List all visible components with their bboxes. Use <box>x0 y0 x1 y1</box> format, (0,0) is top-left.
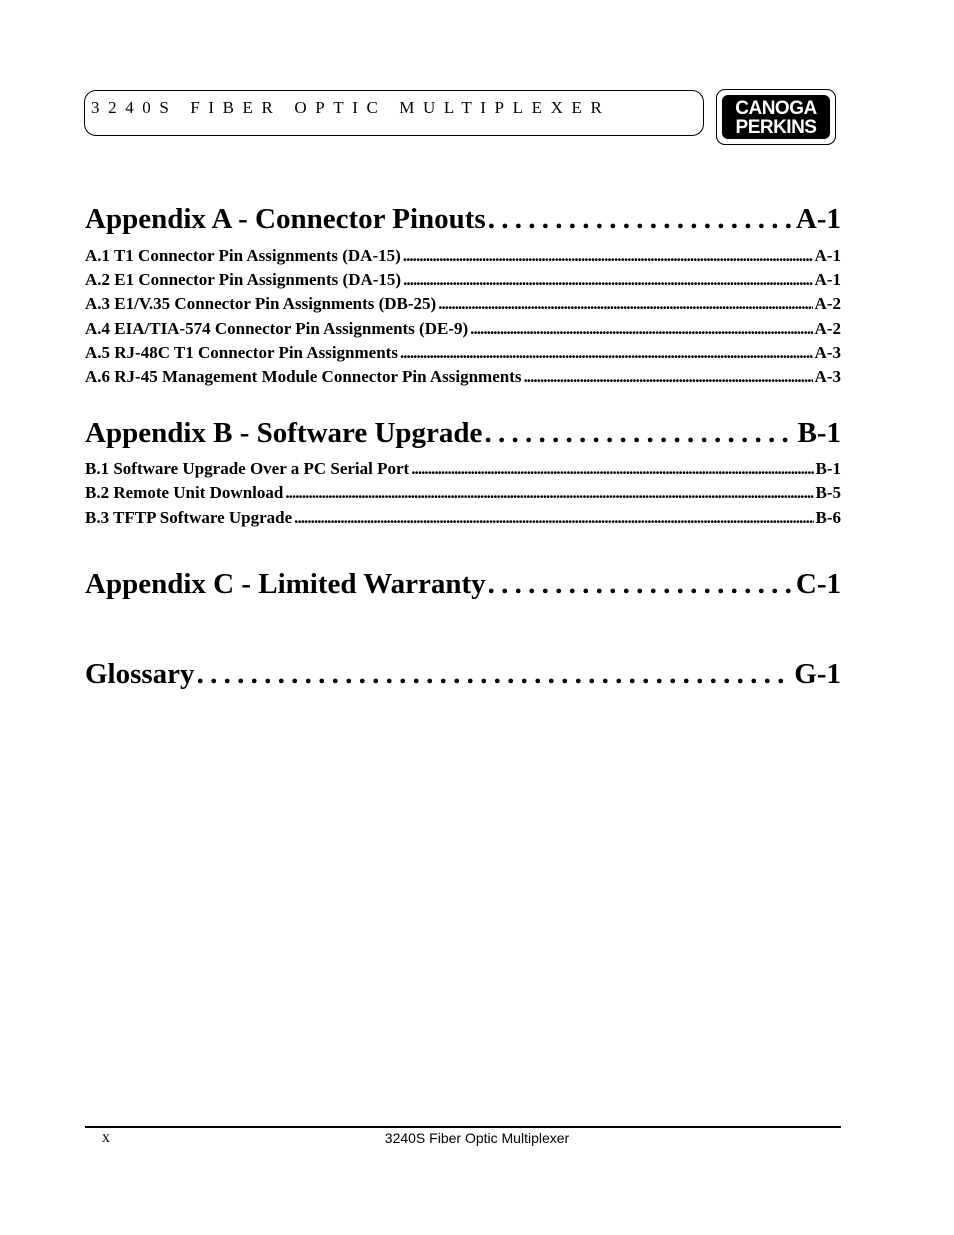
toc-entry-a2[interactable] <box>85 270 841 292</box>
toc-page: B-5 <box>815 483 841 502</box>
toc-leader-dots <box>403 270 812 290</box>
footer-divider <box>85 1126 841 1128</box>
toc-leader-dots <box>438 294 812 314</box>
toc-label: B.3 TFTP Software Upgrade <box>85 508 293 527</box>
toc-label: B.1 Software Upgrade Over a PC Serial Port <box>85 459 410 478</box>
toc-page: C-1 <box>795 568 841 600</box>
logo-line-1: CANOGA <box>735 98 817 119</box>
toc-page: A-3 <box>814 367 841 386</box>
toc-label: Glossary <box>85 658 195 690</box>
header-banner <box>84 90 704 136</box>
toc-page: A-2 <box>814 294 841 313</box>
toc-entry-glossary[interactable] <box>85 658 841 694</box>
banner-title: 3240S FIBER OPTIC MULTIPLEXER <box>91 98 611 117</box>
toc-page: A-3 <box>814 343 841 362</box>
logo-background <box>722 95 830 139</box>
toc-entry-a6[interactable] <box>85 367 841 389</box>
toc-entry-appendix-c[interactable] <box>85 568 841 604</box>
toc-entry-b1[interactable] <box>85 459 841 481</box>
toc-entry-b3[interactable] <box>85 508 841 530</box>
toc-label: A.4 EIA/TIA-574 Connector Pin Assignments (DE-9) <box>85 319 469 338</box>
footer-page-number: x <box>102 1129 110 1146</box>
toc-label: Appendix C - Limited Warranty <box>85 568 486 600</box>
toc-page: A-1 <box>795 203 841 235</box>
toc-entry-a1[interactable] <box>85 246 841 268</box>
toc-page: A-1 <box>814 270 841 289</box>
toc-entry-appendix-a[interactable] <box>85 203 841 239</box>
toc-leader-dots <box>411 459 813 479</box>
toc-leader-dots <box>484 417 795 450</box>
toc-leader-dots <box>523 367 812 387</box>
toc-label: Appendix B - Software Upgrade <box>85 417 483 449</box>
toc-leader-dots <box>488 203 794 236</box>
toc-leader-dots <box>285 483 813 503</box>
footer-title: 3240S Fiber Optic Multiplexer <box>384 1130 570 1146</box>
canoga-perkins-logo <box>716 89 836 145</box>
toc-page: G-1 <box>794 658 841 690</box>
toc-label: A.5 RJ-48C T1 Connector Pin Assignments <box>85 343 398 362</box>
toc-label: Appendix A - Connector Pinouts <box>85 203 486 235</box>
toc-label: A.6 RJ-45 Management Module Connector Pin Assignments <box>85 367 522 386</box>
toc-entry-b2[interactable] <box>85 483 841 505</box>
toc-label: A.2 E1 Connector Pin Assignments (DA-15) <box>85 270 402 289</box>
toc-leader-dots <box>470 319 812 339</box>
toc-leader-dots <box>403 246 813 266</box>
toc-leader-dots <box>294 508 813 528</box>
toc-page: B-1 <box>797 417 841 449</box>
toc-page: A-1 <box>814 246 841 265</box>
toc-leader-dots <box>488 568 794 601</box>
toc-label: A.3 E1/V.35 Connector Pin Assignments (DB-25) <box>85 294 437 313</box>
toc-label: B.2 Remote Unit Download <box>85 483 284 502</box>
toc-label: A.1 T1 Connector Pin Assignments (DA-15) <box>85 246 401 265</box>
logo-line-2: PERKINS <box>735 117 817 138</box>
toc-page: B-1 <box>815 459 841 478</box>
toc-page: B-6 <box>815 508 841 527</box>
toc-entry-appendix-b[interactable] <box>85 417 841 453</box>
toc-entry-a4[interactable] <box>85 319 841 341</box>
toc-page: A-2 <box>814 319 841 338</box>
toc-entry-a3[interactable] <box>85 294 841 316</box>
toc-leader-dots <box>197 658 793 691</box>
toc-leader-dots <box>400 343 813 363</box>
toc-entry-a5[interactable] <box>85 343 841 365</box>
